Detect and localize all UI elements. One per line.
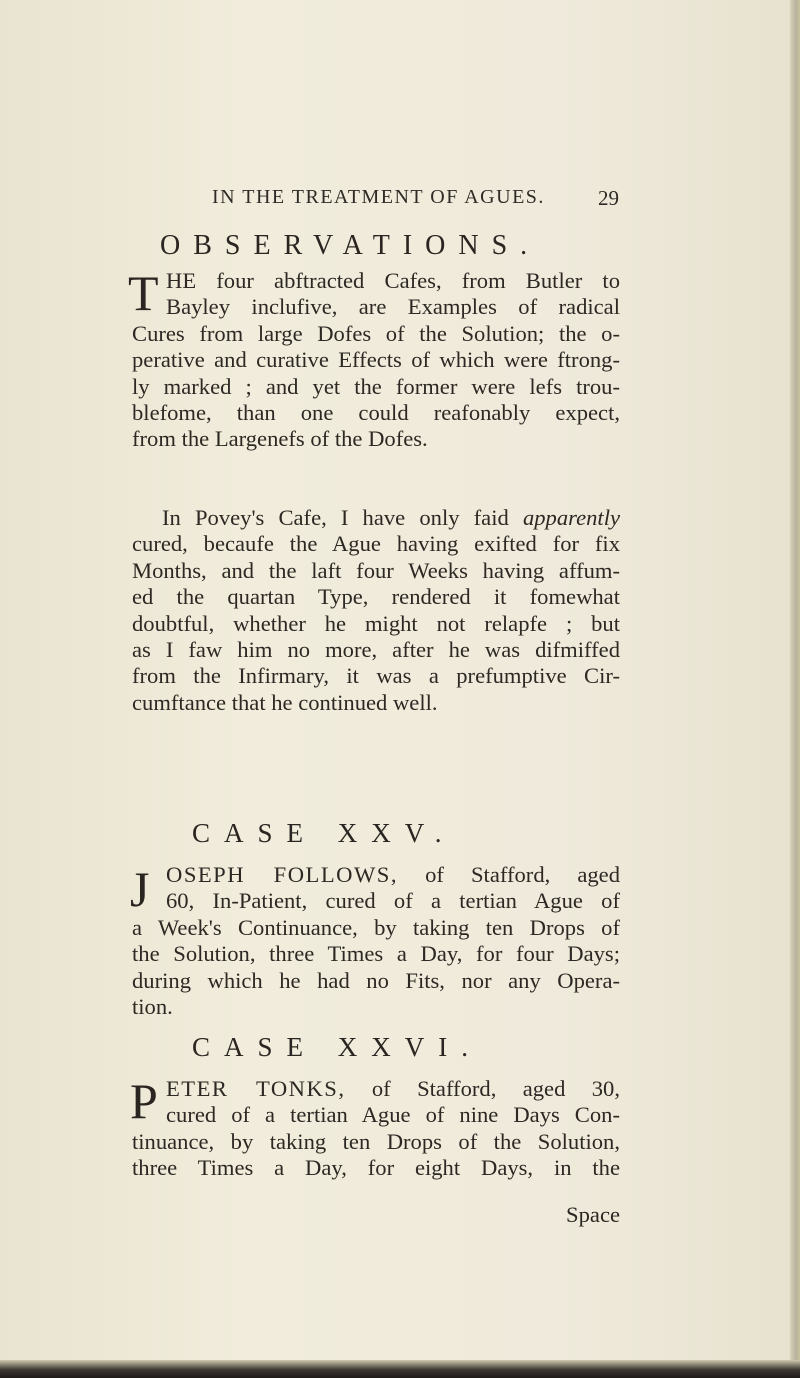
text-line: ly marked ; and yet the former were lefs trou- (132, 373, 620, 399)
case-26-heading: CASE XXVI. (192, 1032, 483, 1062)
text-line: doubtful, whether he might not relapfe ; but (132, 610, 620, 636)
text-run: of Stafford, aged 30, (371, 1076, 620, 1101)
dropcap-t: T (128, 265, 159, 321)
dropcap-p: P (130, 1073, 158, 1129)
text-line: Bayley inclufive, are Examples of radical (166, 294, 620, 320)
povey-paragraph (132, 505, 620, 716)
text-line (132, 505, 620, 531)
text-run: In Povey's Cafe, I have only faid (162, 505, 509, 530)
catchword: Space (566, 1202, 620, 1227)
running-title: IN THE TREATMENT OF AGUES. (212, 186, 545, 208)
text-run: of Stafford, aged (425, 862, 621, 887)
text-line: cured, becaufe the Ague having exifted for fix (132, 531, 620, 557)
text-line: HE four abftracted Cafes, from Butler to (166, 268, 620, 293)
text-line: ed the quartan Type, rendered it fomewhat (132, 584, 620, 610)
text-line: a Week's Continuance, by taking ten Drops of (132, 914, 620, 940)
text-line (132, 862, 620, 888)
text-line: cured of a tertian Ague of nine Days Con- (166, 1102, 620, 1128)
text-line: tinuance, by taking ten Drops of the Solution, (132, 1128, 620, 1154)
page-number: 29 (598, 186, 619, 210)
case-25-heading: CASE XXV. (192, 818, 456, 848)
text-line: tion. (132, 994, 173, 1020)
italic-word: apparently (522, 505, 621, 530)
text-line: from the Infirmary, it was a prefumptive Cir- (132, 663, 620, 689)
dropcap-j: J (130, 861, 150, 917)
text-line (132, 1076, 620, 1102)
text-line: Months, and the laft four Weeks having affum- (132, 557, 620, 583)
observations-heading: OBSERVATIONS. (160, 230, 541, 261)
patient-name: OSEPH FOLLOWS, (166, 862, 398, 887)
case-26-paragraph (130, 1073, 620, 1182)
observations-paragraph (132, 268, 620, 453)
case-25-paragraph (132, 862, 620, 1020)
text-line: three Times a Day, for eight Days, in the (132, 1155, 620, 1181)
text-line: Cures from large Dofes of the Solution; the o- (132, 320, 620, 346)
running-head (0, 186, 800, 216)
patient-name: ETER TONKS, (166, 1076, 346, 1101)
text-line: the Solution, three Times a Day, for four Days; (132, 941, 620, 967)
text-line: blefome, than one could reafonably expect, (132, 400, 620, 426)
text-line: as I faw him no more, after he was difmiffed (132, 637, 620, 663)
text-line: from the Largenefs of the Dofes. (132, 426, 428, 452)
text-line: cumftance that he continued well. (132, 689, 438, 715)
text-line: during which he had no Fits, nor any Opera- (132, 967, 620, 993)
page-edge-bottom (0, 1360, 800, 1378)
text-line: perative and curative Effects of which were ftrong- (132, 347, 620, 373)
page-edge-right (790, 0, 800, 1378)
text-line: 60, In-Patient, cured of a tertian Ague of (166, 888, 620, 914)
